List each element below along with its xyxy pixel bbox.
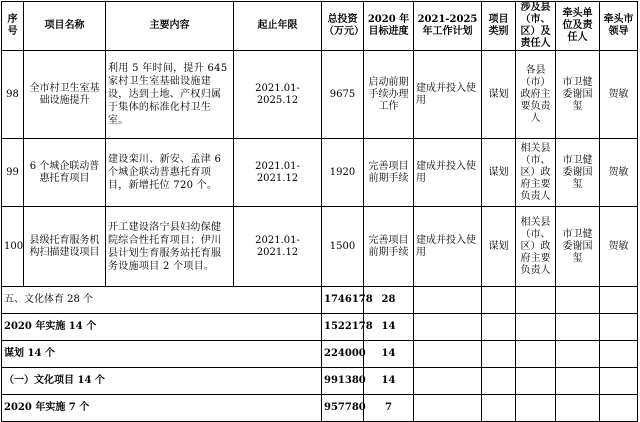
empty-cell bbox=[600, 341, 638, 368]
row-county: 各县（市）政府主要负责人 bbox=[516, 51, 556, 139]
empty-cell bbox=[414, 368, 482, 395]
summary-count: 14 bbox=[364, 368, 414, 395]
row-plan: 建成并投入使用 bbox=[414, 207, 482, 287]
summary-invest: 991380 bbox=[322, 368, 364, 395]
summary-label: 谋划 14 个 bbox=[2, 341, 322, 368]
summary-label: 2020 年实施 14 个 bbox=[2, 314, 322, 341]
row-seq: 99 bbox=[2, 139, 24, 207]
row-content: 建设栾川、新安、孟津 6 个城企联动普惠托育项目，新增托位 720 个。 bbox=[106, 139, 234, 207]
row-content: 利用 5 年时间，提升 645 家村卫生室基础设施建设，达到土地、产权归属于集体的标准化村卫生室。 bbox=[106, 51, 234, 139]
summary-count: 14 bbox=[364, 341, 414, 368]
row-period: 2021.01-2021.12 bbox=[234, 139, 322, 207]
header-row bbox=[2, 2, 638, 51]
row-category: 谋划 bbox=[482, 51, 516, 139]
header-content: 主要内容 bbox=[106, 2, 234, 51]
table-row bbox=[2, 207, 638, 287]
summary-invest: 1522178 bbox=[322, 314, 364, 341]
row-lead-city: 贺敏 bbox=[600, 51, 638, 139]
row-period: 2021.01-2025.12 bbox=[234, 51, 322, 139]
empty-cell bbox=[414, 287, 482, 314]
empty-cell bbox=[600, 287, 638, 314]
header-seq: 序号 bbox=[2, 2, 24, 51]
empty-cell bbox=[600, 368, 638, 395]
empty-cell bbox=[482, 395, 516, 422]
empty-cell bbox=[482, 314, 516, 341]
row-content: 开工建设洛宁县妇幼保健院综合性托育项目；伊川县计划生育服务站托育服务设施项目 2 个项目。 bbox=[106, 207, 234, 287]
row-lead-unit: 市卫健委谢国玺 bbox=[556, 207, 600, 287]
header-category: 项目类别 bbox=[482, 2, 516, 51]
row-county: 相关县（市、区）政府主要负责人 bbox=[516, 139, 556, 207]
summary-row bbox=[2, 395, 638, 422]
summary-row bbox=[2, 287, 638, 314]
row-name: 6 个城企联动普惠托育项目 bbox=[24, 139, 106, 207]
empty-cell bbox=[556, 395, 600, 422]
empty-cell bbox=[516, 368, 556, 395]
row-lead-unit: 市卫健委谢国玺 bbox=[556, 139, 600, 207]
table-row bbox=[2, 139, 638, 207]
project-table bbox=[1, 1, 638, 422]
row-invest: 1500 bbox=[322, 207, 364, 287]
header-lead-unit: 牵头单位及责任人 bbox=[556, 2, 600, 51]
empty-cell bbox=[482, 287, 516, 314]
summary-count: 28 bbox=[364, 287, 414, 314]
table-row bbox=[2, 51, 638, 139]
header-period: 起止年限 bbox=[234, 2, 322, 51]
summary-invest: 224000 bbox=[322, 341, 364, 368]
summary-label: （一）文化项目 14 个 bbox=[2, 368, 322, 395]
empty-cell bbox=[556, 287, 600, 314]
summary-row bbox=[2, 368, 638, 395]
row-seq: 100 bbox=[2, 207, 24, 287]
header-plan: 2021-2025 年工作计划 bbox=[414, 2, 482, 51]
row-plan: 建成并投入使用 bbox=[414, 139, 482, 207]
empty-cell bbox=[516, 341, 556, 368]
header-lead-city: 牵头市领导 bbox=[600, 2, 638, 51]
header-name: 项目名称 bbox=[24, 2, 106, 51]
row-county: 相关县（市、区）政府主要负责人 bbox=[516, 207, 556, 287]
row-target2020: 启动前期手续办理工作 bbox=[364, 51, 414, 139]
row-name: 全市村卫生室基础设施提升 bbox=[24, 51, 106, 139]
empty-cell bbox=[556, 314, 600, 341]
header-invest: 总投资（万元） bbox=[322, 2, 364, 51]
empty-cell bbox=[516, 287, 556, 314]
row-name: 县级托育服务机构扫描建设项目 bbox=[24, 207, 106, 287]
empty-cell bbox=[556, 368, 600, 395]
row-invest: 9675 bbox=[322, 51, 364, 139]
empty-cell bbox=[516, 314, 556, 341]
row-category: 谋划 bbox=[482, 139, 516, 207]
row-invest: 1920 bbox=[322, 139, 364, 207]
summary-count: 14 bbox=[364, 314, 414, 341]
row-target2020: 完善项目前期手续 bbox=[364, 139, 414, 207]
summary-invest: 957780 bbox=[322, 395, 364, 422]
summary-label: 五、文化体育 28 个 bbox=[2, 287, 322, 314]
empty-cell bbox=[556, 341, 600, 368]
empty-cell bbox=[600, 395, 638, 422]
empty-cell bbox=[414, 395, 482, 422]
row-category: 谋划 bbox=[482, 207, 516, 287]
row-target2020: 完善项目前期手续 bbox=[364, 207, 414, 287]
summary-count: 7 bbox=[364, 395, 414, 422]
empty-cell bbox=[482, 368, 516, 395]
header-target2020: 2020 年目标进度 bbox=[364, 2, 414, 51]
row-lead-city: 贺敏 bbox=[600, 139, 638, 207]
summary-invest: 1746178 bbox=[322, 287, 364, 314]
empty-cell bbox=[516, 395, 556, 422]
row-lead-unit: 市卫健委谢国玺 bbox=[556, 51, 600, 139]
empty-cell bbox=[414, 314, 482, 341]
row-lead-city: 贺敏 bbox=[600, 207, 638, 287]
header-county: 涉及县（市、区）及责任人 bbox=[516, 2, 556, 51]
row-period: 2021.01-2021.12 bbox=[234, 207, 322, 287]
row-plan: 建成并投入使用 bbox=[414, 51, 482, 139]
summary-label: 2020 年实施 7 个 bbox=[2, 395, 322, 422]
empty-cell bbox=[600, 314, 638, 341]
summary-row bbox=[2, 341, 638, 368]
row-seq: 98 bbox=[2, 51, 24, 139]
summary-row bbox=[2, 314, 638, 341]
empty-cell bbox=[482, 341, 516, 368]
empty-cell bbox=[414, 341, 482, 368]
